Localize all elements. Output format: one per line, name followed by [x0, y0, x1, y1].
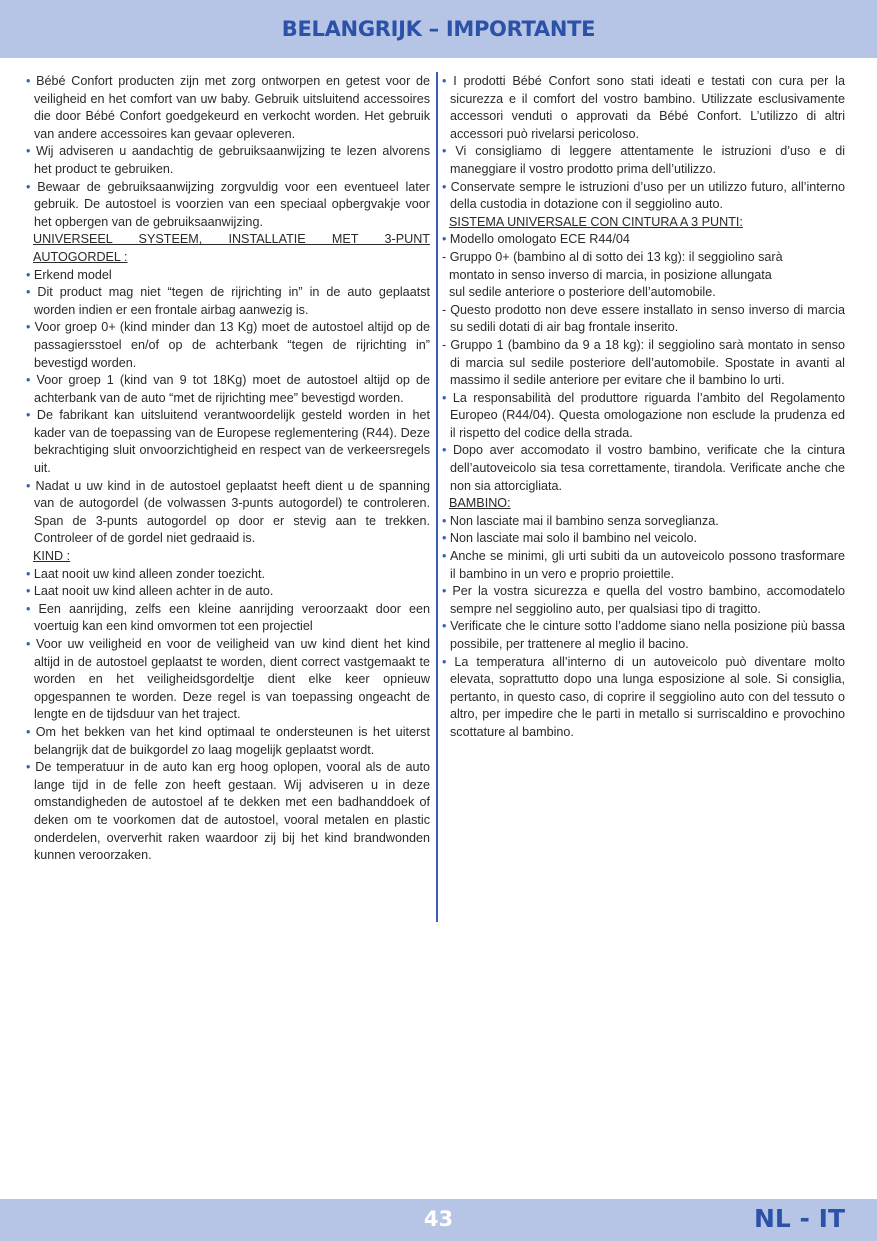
bullet-icon: • [26, 760, 36, 775]
it-paragraph: • Dopo aver accomodato il vostro bambino, verificate che la cintura dell’autoveicolo sia tesa correttamente, tirandola. Verificate anche che non sia attorcigliata. [442, 443, 845, 493]
bullet-icon: • [26, 285, 38, 300]
language-label: NL - IT [754, 1204, 845, 1233]
bullet-icon: • [442, 531, 450, 546]
bullet-icon: • [26, 408, 37, 423]
it-paragraph: • La responsabilità del produttore riguarda l’ambito del Regolamento Europeo (R44/04). Questa omologazione non esclude la prudenza ed il rispetto del codice della strada. [442, 390, 845, 440]
nl-section-heading-cont: AUTOGORDEL : [33, 249, 128, 264]
bullet-icon: • [442, 443, 453, 458]
bullet-icon: • [26, 144, 36, 159]
it-dash-item-cont: sul sedile anteriore o posteriore dell’automobile. [449, 285, 716, 300]
nl-paragraph: • Een aanrijding, zelfs een kleine aanrijding veroorzaakt door een voertuig kan een kind omvormen tot een projectiel [26, 601, 430, 634]
bullet-icon: • [26, 267, 34, 282]
nl-paragraph: • Voor groep 1 (kind van 9 tot 18Kg) moet de autostoel altijd op de achterbank van de auto “met de rijrichting mee” bevestigd worden. [26, 373, 430, 405]
page-number: 43 [423, 1207, 454, 1231]
bullet-icon: • [26, 478, 36, 493]
nl-paragraph: • Laat nooit uw kind alleen achter in de auto. [26, 584, 274, 599]
it-dash-item: - Gruppo 1 (bambino da 9 a 18 kg): il seggiolino sarà montato in senso di marcia sul sedile posteriore dell’automobile. Spostate in avanti al massimo il sedile anteriore per evitare che il bambino lo urti. [442, 337, 845, 388]
header-band [0, 0, 877, 58]
it-paragraph: • Verificate che le cinture sotto l’addome siano nella posizione più bassa possibile, per trattenere al meglio il bacino. [442, 619, 845, 651]
bullet-icon: • [26, 601, 39, 616]
it-paragraph: • Non lasciate mai solo il bambino nel veicolo. [442, 531, 698, 546]
nl-paragraph: • Voor uw veiligheid en voor de veiligheid van uw kind dient het kind altijd in de autostoel geplaatst te worden, dient correct vastgemaakt te worden en het veiligheidsgordeltje dient elke keer opnieuw opgespannen te worden. Deze regel is van toepassing ongeacht de lengte en de tijdsduur van het traject. [26, 637, 430, 722]
column-divider [436, 72, 438, 922]
bullet-icon: • [26, 320, 35, 335]
it-paragraph: • La temperatura all’interno di un autoveicolo può diventare molto elevata, soprattutto dopo una lunga esposizione al sole. Si consiglia, pertanto, in questo caso, di coprire il seggiolino auto con del tessuto o altro, per impedire che le parti in metallo si surriscaldino e provochino scottature al bambino. [442, 654, 845, 739]
bullet-icon: • [442, 179, 451, 194]
bullet-icon: • [442, 513, 450, 528]
nl-section-heading: KIND : [33, 549, 71, 564]
bullet-icon: • [442, 654, 455, 669]
bullet-icon: • [26, 637, 36, 651]
it-paragraph: • Anche se minimi, gli urti subiti da un autoveicolo possono trasformare il bambino in un vero e proprio proiettile. [442, 549, 845, 581]
bullet-icon: • [442, 74, 454, 88]
nl-paragraph: • De fabrikant kan uitsluitend verantwoordelijk gesteld worden in het kader van de toepassing van de Europese reglementering (R44). Deze bekrachtiging sluit onvoorzichtigheid en respect van de verkeersregels uit. [26, 408, 430, 476]
it-dash-item: - Gruppo 0+ (bambino al di sotto dei 13 kg): il seggiolino sarà [442, 249, 783, 264]
it-paragraph: • Vi consigliamo di leggere attentamente le istruzioni d’uso e di maneggiare il vostro prodotto prima dell’utilizzo. [442, 144, 845, 176]
bullet-icon: • [26, 584, 34, 599]
nl-paragraph: • Voor groep 0+ (kind minder dan 13 Kg) moet de autostoel altijd op de passagiersstoel en/of op de achterbank “tegen de rijrichting in” bevestigd worden. [26, 320, 430, 370]
bullet-icon: • [442, 232, 450, 247]
nl-paragraph: • Om het bekken van het kind optimaal te ondersteunen is het uiterst belangrijk dat de buikgordel zo laag mogelijk geplaatst wordt. [26, 724, 430, 757]
it-section-heading: BAMBINO: [449, 496, 511, 511]
it-paragraph: • Conservate sempre le istruzioni d’uso per un utilizzo futuro, all’interno della custodia in dotazione con il seggiolino auto. [442, 179, 845, 212]
bullet-icon: • [442, 619, 451, 634]
nl-paragraph: • Wij adviseren u aandachtig de gebruiksaanwijzing te lezen alvorens het product te gebruiken. [26, 144, 430, 176]
bullet-icon: • [442, 549, 451, 564]
bullet-icon: • [26, 74, 37, 88]
it-paragraph: • Non lasciate mai il bambino senza sorveglianza. [442, 513, 719, 528]
it-dash-item: - Questo prodotto non deve essere installato in senso inverso di marcia su sedili dotati di air bag frontale inserito. [442, 302, 845, 335]
nl-paragraph: • Nadat u uw kind in de autostoel geplaatst heeft dient u de spanning van de autogordel (de volwassen 3-punts autogordel) te controleren. Span de 3-punts autogordel op door er stevig aan te trekken. Controleer of de gordel niet gedraaid is. [26, 478, 430, 546]
bullet-icon: • [442, 584, 453, 599]
page-title: BELANGRIJK – IMPORTANTE [281, 17, 596, 41]
nl-paragraph: • Bébé Confort producten zijn met zorg ontworpen en getest voor de veiligheid en het comfort van uw baby. Gebruik uitsluitend accessoires die door Bébé Confort goedgekeurd en verkocht worden. Het gebruik van andere accessoires kan gevaar opleveren. [26, 74, 430, 141]
bullet-icon: • [26, 179, 38, 194]
nl-paragraph: • Erkend model [26, 267, 112, 282]
bullet-icon: • [26, 724, 36, 739]
it-dash-item-cont: montato in senso inverso di marcia, in posizione allungata [449, 267, 772, 282]
footer-band [0, 1199, 877, 1241]
nl-paragraph: • Laat nooit uw kind alleen zonder toezicht. [26, 566, 265, 581]
bullet-icon: • [26, 566, 34, 581]
it-paragraph: • Per la vostra sicurezza e quella del vostro bambino, accomodatelo sempre nel seggiolino auto, per qualsiasi tipo di tragitto. [442, 584, 845, 616]
it-section-heading: SISTEMA UNIVERSALE CON CINTURA A 3 PUNTI: [449, 214, 743, 229]
it-paragraph: • I prodotti Bébé Confort sono stati ideati e testati con cura per la sicurezza e il comfort del vostro bambino. Utilizzate esclusivamente accessori venduti o approvati da Bébé Confort. L’utilizzo di altri accessori può rivelarsi pericoloso. [442, 74, 845, 141]
dash-marker: - [442, 302, 451, 317]
nl-section-heading: UNIVERSEEL SYSTEEM, INSTALLATIE MET 3-PUNT [33, 232, 430, 247]
nl-paragraph: • Dit product mag niet “tegen de rijrichting in” in de auto geplaatst worden indien er een frontale airbag aanwezig is. [26, 285, 430, 317]
dash-marker: - [442, 249, 450, 264]
bullet-icon: • [26, 373, 37, 388]
it-paragraph: • Modello omologato ECE R44/04 [442, 232, 630, 247]
nl-paragraph: • De temperatuur in de auto kan erg hoog oplopen, vooral als de auto lange tijd in de felle zon heeft gestaan. Wij adviseren u in deze omstandigheden de autostoel af te dekken met een badhanddoek of deken om te voorkomen dat de autostoel, vooral metalen en plastic onderdelen, oververhit raken waardoor zij bij het kind brandwonden kunnen veroorzaken. [26, 760, 430, 863]
bullet-icon: • [442, 144, 456, 159]
nl-paragraph: • Bewaar de gebruiksaanwijzing zorgvuldig voor een eventueel later gebruik. De autostoel is voorzien van een speciaal opbergvakje voor het opbergen van de gebruiksaanwijzing. [26, 179, 430, 229]
dash-marker: - [442, 337, 451, 352]
dutch-column [26, 73, 430, 865]
bullet-icon: • [442, 390, 453, 405]
italian-column [442, 73, 845, 742]
